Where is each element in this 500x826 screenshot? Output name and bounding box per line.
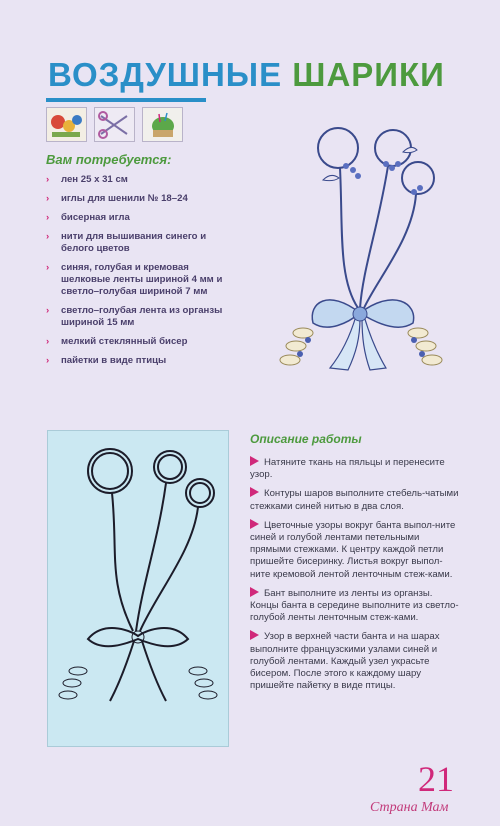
- chevron-right-icon: ›: [46, 212, 50, 223]
- chevron-right-icon: ›: [46, 262, 50, 273]
- page-title: [48, 56, 445, 94]
- instructions-heading: Описание работы: [250, 432, 362, 446]
- list-item: › пайетки в виде птицы: [46, 355, 167, 366]
- chevron-right-icon: ›: [46, 336, 50, 347]
- list-item: › лен 25 х 31 см: [46, 174, 128, 185]
- pattern-panel: [47, 430, 229, 747]
- chevron-right-icon: ›: [46, 305, 50, 316]
- instruction-step: Натяните ткань на пяльцы и перенесите узор.: [250, 457, 445, 481]
- instruction-step: Бант выполните из ленты из органзы. Концы банта в середине выполните из светло-голубой ленты ленточным стеж-ками.: [250, 587, 459, 624]
- list-item: › иглы для шенили № 18–24: [46, 193, 188, 204]
- chevron-right-icon: ›: [46, 193, 50, 204]
- thumbnail-pincushion-photo: [142, 107, 183, 142]
- title-part-1: ВОЗДУШНЫЕ: [48, 56, 283, 93]
- thumbnail-materials-photo: [46, 107, 87, 142]
- list-item: › синяя, голубая и кремовая шелковые ленты шириной 4 мм и светло–голубая шириной 7 мм: [46, 262, 223, 297]
- triangle-bullet-icon: [250, 630, 259, 640]
- list-item: › мелкий стеклянный бисер: [46, 336, 188, 347]
- instructions-list: [250, 456, 460, 698]
- title-part-2: ШАРИКИ: [292, 56, 445, 93]
- list-item: › светло–голубая лента из органзы шириной 15 мм: [46, 305, 223, 328]
- instruction-step: Контуры шаров выполните стебель-чатыми стежками синей нитью в два слоя.: [250, 488, 459, 512]
- embroidery-balloons-illustration: [268, 118, 448, 398]
- page-number: 21: [418, 759, 454, 799]
- materials-list: [46, 174, 236, 374]
- list-item: › нити для вышивания синего и белого цветов: [46, 231, 207, 254]
- instruction-step: Цветочные узоры вокруг банта выпол-ните синей и голубой лентами петельными прямыми стежками. К центру каждой петли пришейте бисеринку. Листья вокруг выпол-ните кремовой лентой ленточным стеж-ками.: [250, 519, 456, 580]
- thumbnail-scissors-photo: [94, 107, 135, 142]
- list-item: › бисерная игла: [46, 212, 130, 223]
- watermark-logo: Страна Мам: [370, 800, 449, 815]
- triangle-bullet-icon: [250, 456, 259, 466]
- chevron-right-icon: ›: [46, 355, 50, 366]
- triangle-bullet-icon: [250, 587, 259, 597]
- triangle-bullet-icon: [250, 487, 259, 497]
- chevron-right-icon: ›: [46, 231, 50, 242]
- title-underline: [46, 98, 206, 102]
- embroidery-pattern-diagram: [48, 431, 228, 746]
- thumbnail-strip: [46, 107, 183, 142]
- materials-heading: Вам потребуется:: [46, 152, 172, 167]
- triangle-bullet-icon: [250, 519, 259, 529]
- instruction-step: Узор в верхней части банта и на шарах выполните французскими узлами синей и голубой лентами. Каждый узел украсьте бисером. После этого к каждому шару пришейте пайетку в виде птицы.: [250, 631, 440, 692]
- chevron-right-icon: ›: [46, 174, 50, 185]
